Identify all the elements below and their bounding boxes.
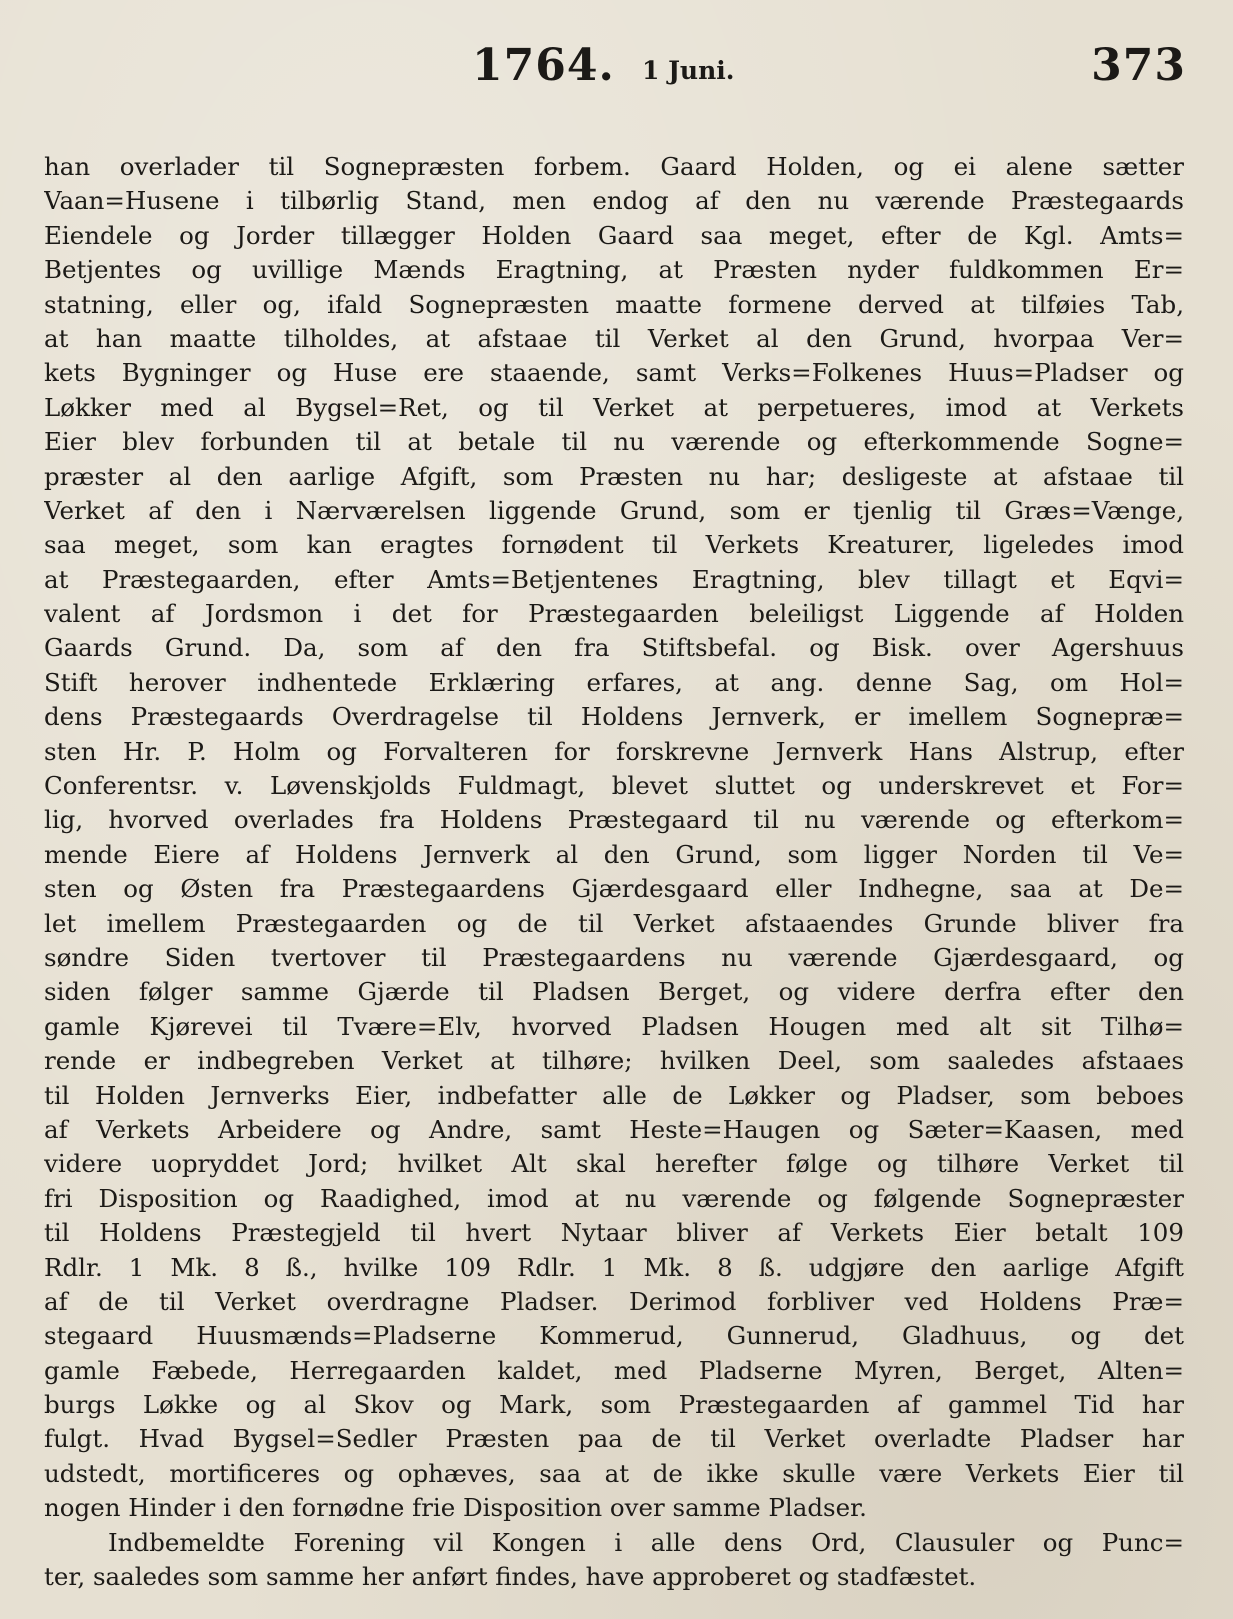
text-line: stegaard Huusmænds=Pladserne Kommerud, Gunnerud, Gladhuus, og det xyxy=(44,1321,1184,1351)
text-line: af Verkets Arbeidere og Andre, samt Heste=Haugen og Sæter=Kaasen, med xyxy=(44,1114,1184,1144)
text-line: at han maatte tilholdes, at afstaae til Verket al den Grund, hvorpaa Ver= xyxy=(44,323,1184,353)
page-number: 373 xyxy=(1091,40,1186,91)
text-line: Løkker med al Bygsel=Ret, og til Verket at perpetueres, imod at Verkets xyxy=(44,392,1184,422)
text-line: Vaan=Husene i tilbørlig Stand, men endog af den nu værende Præstegaards xyxy=(44,186,1184,216)
page-header xyxy=(42,38,1192,100)
text-line: gamle Kjørevei til Tvære=Elv, hvorved Pladsen Hougen med alt sit Tilhø= xyxy=(44,1011,1184,1041)
text-line: burgs Løkke og al Skov og Mark, som Præstegaarden af gammel Tid har xyxy=(44,1390,1184,1420)
text-line: Eier blev forbunden til at betale til nu værende og efterkommende Sogne= xyxy=(44,427,1184,457)
text-line: kets Bygninger og Huse ere staaende, samt Verks=Folkenes Huus=Pladser og xyxy=(44,358,1184,388)
text-line: Stift herover indhentede Erklæring erfares, at ang. denne Sag, om Hol= xyxy=(44,667,1184,697)
text-line: fri Disposition og Raadighed, imod at nu værende og følgende Sognepræster xyxy=(44,1183,1184,1213)
text-line: Rdlr. 1 Mk. 8 ß., hvilke 109 Rdlr. 1 Mk. 8 ß. udgjøre den aarlige Afgift xyxy=(44,1252,1184,1282)
text-line: ter, saaledes som samme her anført findes, have approberet og stadfæstet. xyxy=(44,1562,977,1592)
text-line: Betjentes og uvillige Mænds Eragtning, at Præsten nyder fuldkommen Er= xyxy=(44,255,1184,285)
header-year: 1764. xyxy=(472,40,615,91)
text-line: Gaards Grund. Da, som af den fra Stiftsbefal. og Bisk. over Agershuus xyxy=(44,633,1184,663)
text-line: videre uopryddet Jord; hvilket Alt skal herefter følge og tilhøre Verket til xyxy=(44,1149,1184,1179)
text-line: fulgt. Hvad Bygsel=Sedler Præsten paa de til Verket overladte Pladser har xyxy=(44,1424,1184,1454)
header-date: 1 Juni. xyxy=(642,56,735,85)
text-line: Indbemeldte Forening vil Kongen i alle dens Ord, Clausuler og Punc= xyxy=(108,1527,1184,1557)
text-line: Verket af den i Nærværelsen liggende Grund, som er tjenlig til Græs=Vænge, xyxy=(44,495,1184,525)
text-line: Conferentsr. v. Løvenskjolds Fuldmagt, blevet sluttet og underskrevet et For= xyxy=(44,771,1184,801)
text-line: præster al den aarlige Afgift, som Præsten nu har; desligeste at afstaae til xyxy=(44,461,1184,491)
text-line: let imellem Præstegaarden og de til Verket afstaaendes Grunde bliver fra xyxy=(44,908,1184,938)
paragraph-2 xyxy=(44,1526,1184,1595)
text-line: sten og Østen fra Præstegaardens Gjærdesgaard eller Indhegne, saa at De= xyxy=(44,874,1184,904)
text-line: lig, hvorved overlades fra Holdens Præstegaard til nu værende og efterkom= xyxy=(44,805,1184,835)
text-line: han overlader til Sognepræsten forbem. Gaard Holden, og ei alene sætter xyxy=(44,152,1184,181)
text-line: til Holden Jernverks Eier, indbefatter alle de Løkker og Pladser, som beboes xyxy=(44,1080,1184,1110)
text-line: statning, eller og, ifald Sognepræsten maatte formene derved at tilføies Tab, xyxy=(44,289,1184,319)
text-line: Eiendele og Jorder tillægger Holden Gaard saa meget, efter de Kgl. Amts= xyxy=(44,220,1184,250)
text-line: sten Hr. P. Holm og Forvalteren for forskrevne Jernverk Hans Alstrup, efter xyxy=(44,736,1184,766)
paragraph-1 xyxy=(44,150,1184,1526)
text-line: gamle Fæbede, Herregaarden kaldet, med Pladserne Myren, Berget, Alten= xyxy=(44,1355,1184,1385)
text-line: af de til Verket overdragne Pladser. Derimod forbliver ved Holdens Præ= xyxy=(44,1286,1184,1316)
text-line: siden følger samme Gjærde til Pladsen Berget, og videre derfra efter den xyxy=(44,977,1184,1007)
text-line: til Holdens Præstegjeld til hvert Nytaar bliver af Verkets Eier betalt 109 xyxy=(44,1218,1184,1248)
text-line: at Præstegaarden, efter Amts=Betjentenes Eragtning, blev tillagt et Eqvi= xyxy=(44,564,1184,594)
text-line: søndre Siden tvertover til Præstegaardens nu værende Gjærdesgaard, og xyxy=(44,942,1184,972)
text-line: valent af Jordsmon i det for Præstegaarden beleiligst Liggende af Holden xyxy=(44,599,1184,629)
text-line: mende Eiere af Holdens Jernverk al den Grund, som ligger Norden til Ve= xyxy=(44,839,1184,869)
text-line: udstedt, mortificeres og ophæves, saa at de ikke skulle være Verkets Eier til xyxy=(44,1458,1184,1488)
body-text xyxy=(44,150,1184,1594)
text-line: saa meget, som kan eragtes fornødent til Verkets Kreaturer, ligeledes imod xyxy=(44,530,1184,560)
text-line: nogen Hinder i den fornødne frie Disposition over samme Pladser. xyxy=(44,1493,867,1523)
text-line: rende er indbegreben Verket at tilhøre; hvilken Deel, som saaledes afstaaes xyxy=(44,1046,1184,1076)
text-line: dens Præstegaards Overdragelse til Holdens Jernverk, er imellem Sognepræ= xyxy=(44,702,1184,732)
